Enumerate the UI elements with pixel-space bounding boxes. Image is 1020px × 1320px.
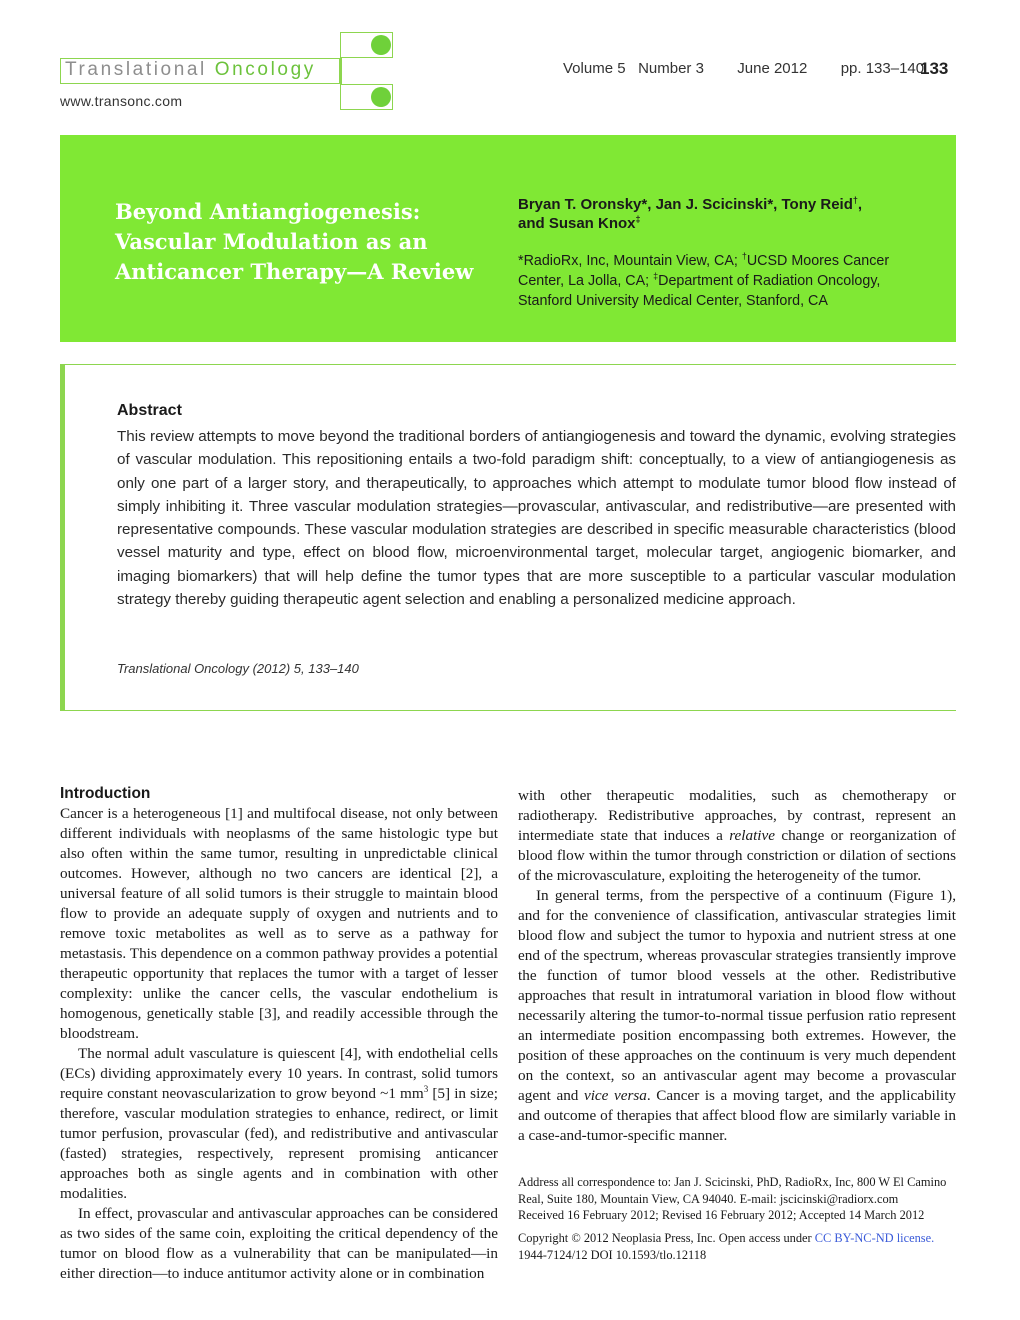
- issue-pages: pp. 133–140: [840, 60, 925, 77]
- affiliation-3: Department of Radiation Oncology, Stanford University Medical Center, Stanford, CA: [518, 273, 881, 309]
- body-paragraph: [60, 1044, 498, 1204]
- journal-name-part1: Translational: [65, 59, 207, 80]
- logo-dot-bottom-icon: [371, 87, 391, 107]
- issue-info: [563, 60, 924, 77]
- article-citation: Translational Oncology (2012) 5, 133–140: [117, 661, 359, 676]
- open-access-text: Open access under: [718, 1231, 815, 1245]
- superscript: 3: [423, 1084, 429, 1094]
- received-dates: Received 16 February 2012; Revised 16 February 2012; Accepted 14 March 2012: [518, 1208, 925, 1222]
- author-mark: *: [641, 196, 648, 213]
- author: Jan J. Scicinski: [655, 196, 768, 213]
- author: Tony Reid: [781, 196, 853, 213]
- author-sep: ,: [857, 196, 863, 213]
- affiliations: [518, 251, 938, 311]
- abstract-heading: Abstract: [117, 402, 182, 419]
- body-paragraph: Cancer is a heterogeneous [1] and multifocal disease, not only between different individuals with neoplasms of the same histologic type but also often within the same tumor, resulting in unpredictable clinical outcomes. However, although no two cancers are identical [2], a universal feature of all solid tumors is their struggle to maintain blood flow to provide an adequate supply of oxygen and nutrients and to remove toxic metabolites as well as to serve as a pathway for metastasis. This dependence on a common pathway provides a potential therapeutic opportunity that replaces the tumor with a target of lesser complexity: unlike the cancer cells, the vascular endothelium is homogenous, genetically stable [3], and readily accessible through the bloodstream.: [60, 805, 498, 1042]
- body-column-right: [518, 786, 956, 1146]
- copyright-note: [518, 1230, 958, 1263]
- author: and Susan Knox: [518, 215, 636, 232]
- affiliation-mark: †: [741, 251, 747, 261]
- abstract-text: This review attempts to move beyond the traditional borders of antiangiogenesis and toward the dynamic, evolving strategies of vascular modulation. This repositioning entails a two-fold paradigm shift: conceptually, to a view of antiangiogenesis as only one part of a larger story, and therapeutically, to approaches which attempt to modulate tumor blood flow instead of simply inhibiting it. Three vascular modulation strategies—provascular, antivascular, and redistributive—are presented with representative compounds. These vascular modulation strategies are described in specific measurable characteristics (blood vessel maturity and type, effect on blood flow, microenvironmental target, molecular target, angiogenic biomarker, and imaging biomarkers) that will help define the tumor types that are more susceptible to a particular vascular modulation strategy thereby guiding therapeutic agent selection and enabling a personalized medicine approach.: [117, 428, 956, 609]
- page-number: 133: [920, 59, 949, 78]
- author-sep: ,: [773, 196, 782, 213]
- affiliation-2: UCSD Moores Cancer Center, La Jolla, CA;: [518, 253, 890, 289]
- author-mark: †: [852, 195, 858, 205]
- body-text: change or reorganization of blood flow within the tumor through constriction or dilation of sections of the microvasculature, exploiting the heterogeneity of the tumor.: [518, 827, 956, 884]
- body-text: [5] in size; therefore, vascular modulation strategies to enhance, redirect, or limit tumor perfusion, provascular (fed), and redistributive and antivascular (fasted) strategies, respectively, represent promising anticancer approaches both as single agents and in combination with other modalities.: [60, 1085, 498, 1202]
- emphasis: vice versa: [583, 1087, 647, 1104]
- body-text: with other therapeutic modalities, such as chemotherapy or radiotherapy. Redistributive approaches, by contrast, represent an intermediate state that induces a: [518, 787, 956, 844]
- journal-name-part2: Oncology: [214, 59, 316, 80]
- author-mark: *: [767, 196, 774, 213]
- article-title: Beyond Antiangiogenesis: Vascular Modulation as an Anticancer Therapy—A Review: [115, 199, 474, 284]
- license-link[interactable]: CC BY-NC-ND license.: [814, 1231, 935, 1245]
- logo-dot-top-icon: [371, 35, 391, 55]
- body-paragraph: [518, 786, 956, 886]
- issue-volume: Volume 5: [563, 60, 626, 77]
- affiliation-mark: ‡: [653, 271, 659, 281]
- title-banner: [60, 135, 956, 342]
- body-text: . Cancer is a moving target, and the applicability and outcome of therapies that affect blood flow are similarly variable in a case-and-tumor-specific manner.: [518, 1087, 957, 1144]
- author-sep: ,: [647, 196, 656, 213]
- author: Bryan T. Oronsky: [518, 196, 642, 213]
- issue-date: June 2012: [737, 60, 808, 77]
- introduction-heading: Introduction: [60, 785, 151, 802]
- copyright-text: Copyright © 2012 Neoplasia Press, Inc.: [518, 1231, 719, 1245]
- author-mark: ‡: [635, 214, 641, 224]
- body-paragraph: In effect, provascular and antivascular approaches can be considered as two sides of the same coin, exploiting the critical dependency of the tumor on blood flow as a vulnerability that can be manipulated—in either direction—to induce antitumor activity alone or in combination: [60, 1205, 498, 1282]
- logo-divider: [340, 58, 342, 84]
- body-paragraph: [518, 886, 956, 1146]
- emphasis: relative: [729, 827, 776, 844]
- body-text: The normal adult vasculature is quiescent [4], with endothelial cells (ECs) dividing approximately every 10 years. In contrast, solid tumors require constant neovascularization to grow beyond ~1 mm: [60, 1045, 498, 1102]
- affiliation-1: *RadioRx, Inc, Mountain View, CA;: [518, 253, 742, 269]
- issue-number: Number 3: [638, 60, 704, 77]
- body-text: In general terms, from the perspective of a continuum (Figure 1), and for the convenience of classification, antivascular strategies limit blood flow and subject the tumor to hypoxia and nutrient stress at one end of the spectrum, whereas provascular strategies transiently improve the function of tumor blood vessels at the other. Redistributive approaches that result in intratumoral variation in blood flow without necessarily altering the tumor-to-normal tissue perfusion ratio represent an intermediate position encompassing both extremes. However, the position of these approaches on the continuum is very much dependent on the context, so an antivascular agent may become a provascular agent and: [518, 887, 956, 1104]
- journal-website[interactable]: www.transonc.com: [60, 93, 183, 109]
- issn-doi: 1944-7124/12 DOI 10.1593/tlo.12118: [518, 1247, 707, 1262]
- author-list: [518, 195, 938, 233]
- journal-name: [65, 59, 316, 81]
- body-column-left: [60, 784, 498, 1284]
- correspondence-note: Address all correspondence to: Jan J. Scicinski, PhD, RadioRx, Inc, 800 W El Camino Real, Suite 180, Mountain View, CA 94040. E-mail: jscicinski@radiorx.com: [518, 1175, 947, 1206]
